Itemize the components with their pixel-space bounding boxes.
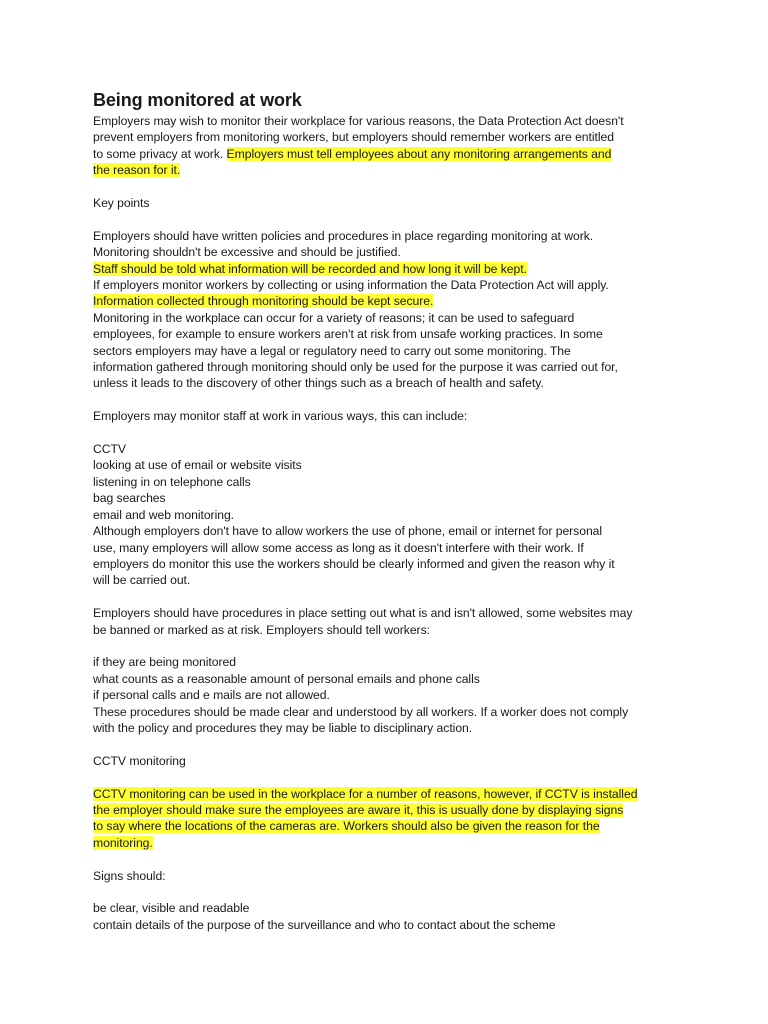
text-line (93, 786, 693, 802)
text-line: unless it leads to the discovery of other things such as a breach of health and safety. (93, 376, 544, 391)
section-heading-cctv: CCTV monitoring (93, 753, 186, 768)
text-line: Employers may wish to monitor their workplace for various reasons, the Data Protection Act doesn't (93, 114, 624, 128)
intro-paragraph (93, 113, 693, 179)
list-item: bag searches (93, 491, 166, 506)
spacer (93, 425, 693, 441)
spacer (93, 884, 693, 900)
spacer (93, 769, 693, 785)
highlighted-text: to say where the locations of the cameras are. Workers should also be given the reason for the (93, 819, 600, 834)
text-line (93, 162, 693, 178)
list-item: be clear, visible and readable (93, 901, 250, 916)
text-line: These procedures should be made clear and understood by all workers. If a worker does not comply (93, 704, 629, 719)
text-line (93, 146, 693, 162)
highlighted-text: the reason for it. (93, 163, 181, 178)
text-line: If employers monitor workers by collecting or using information the Data Protection Act will apply. (93, 278, 609, 293)
text-line: employers do monitor this use the workers should be clearly informed and given the reason why it (93, 556, 615, 571)
list-item: CCTV (93, 442, 126, 457)
cctv-paragraph (93, 786, 693, 852)
spacer (93, 179, 693, 195)
text-line (93, 818, 693, 834)
list-item: looking at use of email or website visits (93, 458, 302, 473)
text-line: Monitoring shouldn't be excessive and should be justified. (93, 245, 401, 260)
list-item: listening in on telephone calls (93, 474, 251, 489)
text-span: to some privacy at work. (93, 146, 227, 161)
text-line: sectors employers may have a legal or regulatory need to carry out some monitoring. The (93, 343, 571, 358)
text-line: employees, for example to ensure workers aren't at risk from unsafe working practices. In some (93, 327, 603, 342)
page-title: Being monitored at work (93, 90, 302, 110)
key-points-section (93, 228, 693, 392)
spacer (93, 851, 693, 867)
signs-list (93, 900, 693, 933)
highlighted-text: Employers must tell employees about any monitoring arrangements and (226, 146, 612, 161)
highlighted-text: monitoring. (93, 835, 153, 850)
spacer (93, 211, 693, 227)
spacer (93, 589, 693, 605)
list-item: if personal calls and e mails are not allowed. (93, 688, 330, 703)
list-item: if they are being monitored (93, 655, 236, 670)
text-line: information gathered through monitoring should only be used for the purpose it was carried out for, (93, 360, 618, 375)
text-line: with the policy and procedures they may be liable to disciplinary action. (93, 720, 473, 735)
text-line (93, 802, 693, 818)
text-line: Monitoring in the workplace can occur for a variety of reasons; it can be used to safeguard (93, 310, 575, 325)
text-line (93, 835, 693, 851)
list-item: what counts as a reasonable amount of personal emails and phone calls (93, 671, 480, 686)
highlighted-text: Staff should be told what information will be recorded and how long it will be kept. (93, 261, 527, 276)
text-line: use, many employers will allow some access as long as it doesn't interfere with their work. If (93, 540, 584, 555)
text-line: be banned or marked as at risk. Employers should tell workers: (93, 622, 430, 637)
text-line (93, 261, 693, 277)
spacer (93, 392, 693, 408)
text-line: Employers should have procedures in place setting out what is and isn't allowed, some websites may (93, 606, 633, 621)
highlighted-text: CCTV monitoring can be used in the workplace for a number of reasons, however, if CCTV is installed (93, 786, 638, 801)
highlighted-text: the employer should make sure the employees are aware it, this is usually done by displaying signs (93, 802, 624, 817)
text-line: prevent employers from monitoring workers, but employers should remember workers are entitled (93, 130, 614, 145)
section-heading-signs: Signs should: (93, 868, 166, 883)
highlighted-text: Information collected through monitoring should be kept secure. (93, 294, 434, 309)
text-line: Employers should have written policies and procedures in place regarding monitoring at work. (93, 228, 594, 243)
spacer (93, 638, 693, 654)
ways-list (93, 441, 693, 523)
section-heading-key-points: Key points (93, 196, 150, 211)
document-page (93, 88, 693, 933)
text-line (93, 293, 693, 309)
list-item: contain details of the purpose of the surveillance and who to contact about the scheme (93, 917, 556, 932)
list-item: email and web monitoring. (93, 507, 235, 522)
text-line: will be carried out. (93, 573, 191, 588)
text-line: Although employers don't have to allow workers the use of phone, email or internet for personal (93, 524, 603, 539)
text-line: Employers may monitor staff at work in various ways, this can include: (93, 409, 468, 424)
spacer (93, 736, 693, 752)
procedures-list (93, 654, 693, 703)
